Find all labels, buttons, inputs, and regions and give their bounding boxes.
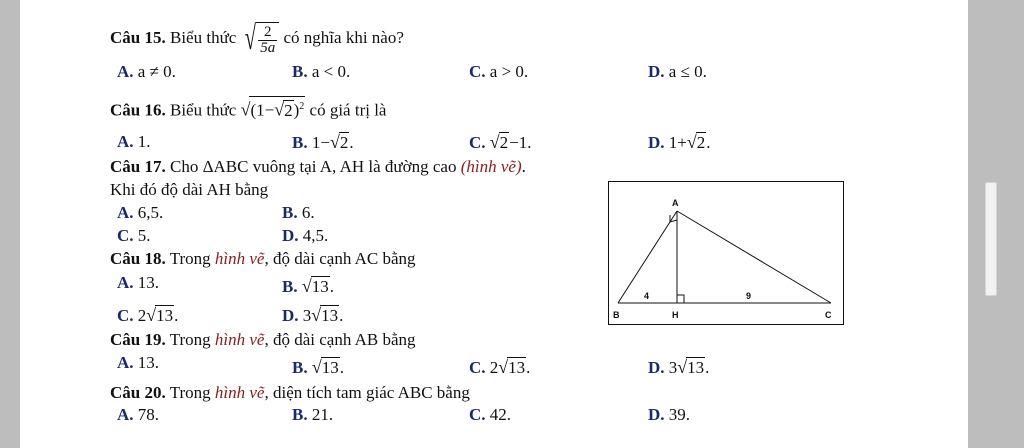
scrollbar[interactable]	[985, 182, 997, 296]
sqrt-expression: √ $\frac{2}{5a}$	[241, 22, 280, 56]
label-b: B	[613, 310, 620, 320]
question-17-line2: Khi đó độ dài AH bằng	[110, 180, 269, 199]
q15-option-d[interactable]: D. a ≤ 0.	[648, 62, 707, 81]
q16-option-b[interactable]: B. 1−√2.	[292, 132, 354, 152]
q20-option-b[interactable]: B. 21.	[292, 405, 334, 424]
question-20: Câu 20. Trong hình vẽ, diện tích tam giác ABC bằng	[110, 383, 470, 402]
label-bh-length: 4	[644, 291, 650, 301]
q18-option-d[interactable]: D. 3√13.	[282, 305, 344, 325]
q15-option-a[interactable]: A. a ≠ 0.	[117, 62, 176, 81]
question-label: Câu 15.	[110, 27, 166, 47]
q19-option-a[interactable]: A. 13.	[117, 353, 160, 372]
q18-option-c[interactable]: C. 2√13.	[117, 305, 179, 325]
q16-option-a[interactable]: A. 1.	[117, 132, 151, 151]
right-angle-h	[677, 295, 684, 303]
q18-option-a[interactable]: A. 13.	[117, 273, 160, 292]
q20-option-a[interactable]: A. 78.	[117, 405, 160, 424]
q19-option-c[interactable]: C. 2√13.	[469, 357, 531, 377]
label-c: C	[825, 310, 832, 320]
q20-option-d[interactable]: D. 39.	[648, 405, 691, 424]
q17-option-b[interactable]: B. 6.	[282, 203, 315, 222]
question-19: Câu 19. Trong hình vẽ, độ dài cạnh AB bằng	[110, 330, 416, 349]
label-hc-length: 9	[746, 291, 752, 301]
question-18: Câu 18. Trong hình vẽ, độ dài cạnh AC bằng	[110, 249, 416, 268]
q16-option-d[interactable]: D. 1+√2.	[648, 132, 711, 152]
q16-option-c[interactable]: C. √2−1.	[469, 132, 532, 152]
q17-option-a[interactable]: A. 6,5.	[117, 203, 164, 222]
q17-option-c[interactable]: C. 5.	[117, 226, 151, 245]
label-a: A	[672, 198, 679, 208]
side-ab	[618, 211, 677, 303]
triangle-figure	[608, 181, 844, 325]
q18-option-b[interactable]: B. √13.	[282, 276, 334, 296]
question-16: Câu 16. Biểu thức $√(1-√2)^2$ có giá trị là	[110, 96, 386, 121]
q19-option-d[interactable]: D. 3√13.	[648, 357, 710, 377]
q19-option-b[interactable]: B. √13.	[292, 357, 344, 377]
q15-option-c[interactable]: C. a > 0.	[469, 62, 529, 81]
question-17: Câu 17. Cho ΔABC vuông tại A, AH là đường cao (hình vẽ).	[110, 157, 526, 176]
q15-option-b[interactable]: B. a < 0.	[292, 62, 351, 81]
q17-option-d[interactable]: D. 4,5.	[282, 226, 329, 245]
label-h: H	[672, 310, 679, 320]
q20-option-c[interactable]: C. 42.	[469, 405, 512, 424]
side-ac	[677, 211, 831, 303]
question-15: Câu 15. Biểu thức √ $\frac{2}{5a}$ có nghĩa khi nào?	[110, 20, 404, 57]
